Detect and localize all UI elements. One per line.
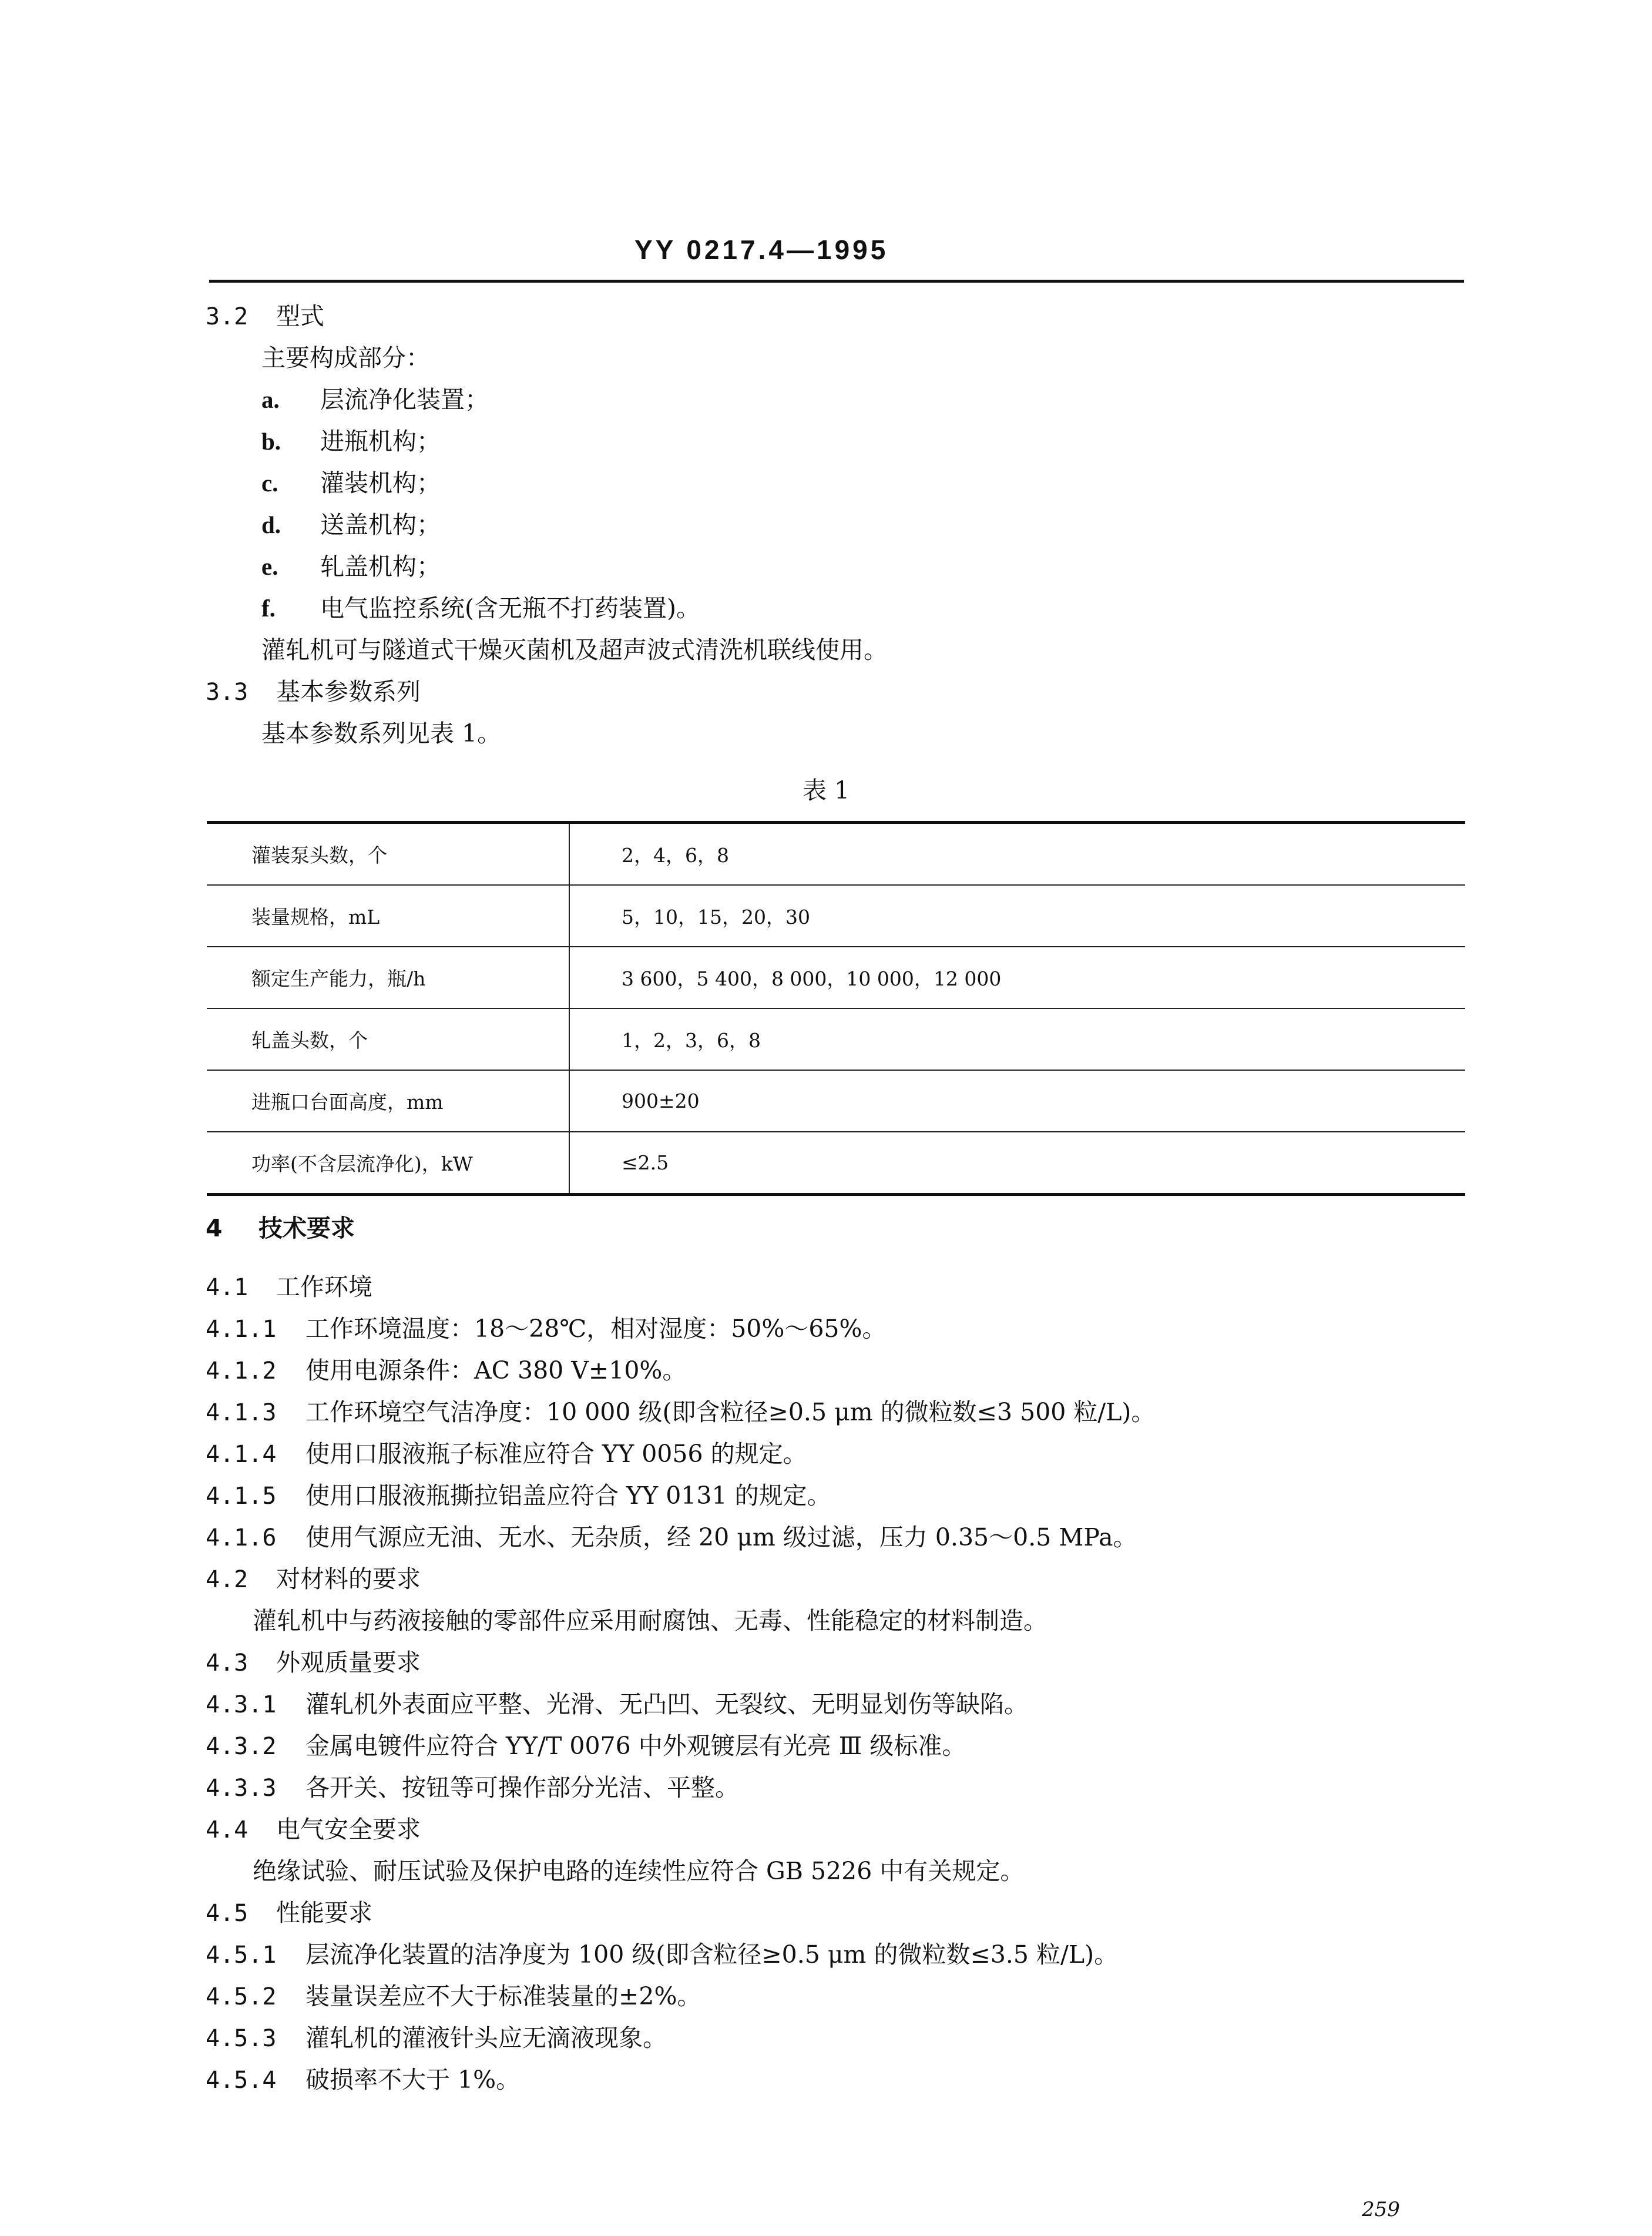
clause-number: 4.1.1: [206, 1316, 277, 1343]
table-cell-label: 功率(不含层流净化)，kW: [207, 1132, 570, 1193]
clause-text: 使用电源条件：AC 380 V±10%。: [305, 1356, 687, 1384]
clause: [206, 1689, 1028, 1720]
paragraph: 基本参数系列见表 1。: [261, 719, 502, 747]
clause: [206, 1564, 421, 1595]
clause: [206, 1731, 966, 1762]
clause: [206, 1898, 372, 1929]
chapter-heading: [206, 1213, 355, 1243]
table-cell-value: 2，4，6，8: [622, 844, 729, 867]
paragraph: 绝缘试验、耐压试验及保护电路的连续性应符合 GB 5226 中有关规定。: [253, 1857, 1025, 1885]
clause-text: 使用口服液瓶撕拉铝盖应符合 YY 0131 的规定。: [305, 1481, 831, 1510]
clause: [206, 1272, 372, 1303]
page-number: 259: [1362, 2198, 1400, 2221]
list-item-text: 送盖机构；: [320, 511, 441, 539]
list-item: [261, 426, 441, 457]
table-caption: 表 1: [803, 776, 850, 804]
table-cell-label: 轧盖头数，个: [207, 1009, 570, 1070]
clause-number: 4.4: [206, 1816, 249, 1843]
chapter-number: 4: [206, 1214, 223, 1242]
clause: [206, 1439, 807, 1470]
paragraph: 主要构成部分：: [261, 344, 430, 372]
table-cell-value: 5，10，15，20，30: [622, 906, 810, 928]
list-item-text: 灌装机构；: [320, 469, 441, 497]
table-cell-label: 装量规格，mL: [207, 886, 570, 946]
clause-number: 4.1.4: [206, 1441, 277, 1468]
clause-number: 4.1: [206, 1274, 249, 1301]
table-cell-value: 3 600，5 400，8 000，10 000，12 000: [622, 967, 1002, 990]
list-item-letter: d.: [261, 511, 281, 538]
clause: [206, 2064, 520, 2096]
clause: [206, 1397, 1155, 1428]
table-row: [207, 947, 1465, 1009]
clause-text: 灌轧机的灌液针头应无滴液现象。: [305, 2024, 667, 2052]
clause-3-3: [206, 676, 421, 708]
list-item-text: 进瓶机构；: [320, 427, 441, 455]
clause-text: 对材料的要求: [276, 1565, 421, 1593]
list-item: [261, 593, 700, 623]
clause-text: 性能要求: [276, 1899, 372, 1927]
clause-text: 工作环境空气洁净度：10 000 级(即含粒径≥0.5 μm 的微粒数≤3 500 粒/L)。: [305, 1398, 1156, 1426]
clause-text: 破损率不大于 1%。: [305, 2066, 521, 2094]
clause: [206, 1939, 1118, 1970]
standard-code-header: YY 0217.4—1995: [634, 234, 889, 265]
clause-text: 外观质量要求: [276, 1648, 421, 1677]
clause-number: 4.5.2: [206, 1983, 277, 2010]
clause-number: 4.2: [206, 1566, 249, 1593]
list-item-text: 层流净化装置；: [320, 385, 489, 414]
clause-number: 4.1.5: [206, 1483, 277, 1510]
clause-text: 工作环境: [276, 1273, 372, 1301]
table-row: [207, 824, 1465, 886]
table-row: [207, 1009, 1465, 1071]
clause-number: 4.1.6: [206, 1524, 277, 1551]
list-item-letter: f.: [261, 595, 276, 622]
clause-number: 4.5: [206, 1900, 249, 1927]
clause-number: 4.1.2: [206, 1357, 277, 1384]
clause: [206, 1355, 686, 1386]
list-item-letter: c.: [261, 470, 278, 497]
clause: [206, 1814, 421, 1845]
clause-number: 3.2: [206, 303, 249, 330]
clause: [206, 1313, 886, 1345]
chapter-title: 技术要求: [258, 1214, 355, 1242]
list-item: [261, 468, 441, 498]
clause-text: 各开关、按钮等可操作部分光洁、平整。: [305, 1774, 739, 1802]
clause-text: 电气安全要求: [276, 1815, 421, 1843]
clause: [206, 1522, 1137, 1553]
table-cell-label: 进瓶口台面高度，mm: [207, 1071, 570, 1131]
list-item-text: 电气监控系统(含无瓶不打药装置)。: [320, 594, 700, 622]
clause: [206, 1772, 739, 1803]
clause-text: 层流净化装置的洁净度为 100 级(即含粒径≥0.5 μm 的微粒数≤3.5 粒/L)。: [305, 1940, 1119, 1969]
clause: [206, 1981, 701, 2012]
list-item-letter: e.: [261, 553, 278, 580]
table-row: [207, 886, 1465, 947]
clause-text: 金属电镀件应符合 YY/T 0076 中外观镀层有光亮 Ⅲ 级标准。: [305, 1732, 966, 1760]
table-cell-label: 额定生产能力，瓶/h: [207, 947, 570, 1008]
table-row: [207, 1071, 1465, 1132]
table-cell-value: 1，2，3，6，8: [622, 1029, 761, 1052]
table-cell-value: 900±20: [622, 1089, 700, 1112]
clause-3-2: [206, 301, 324, 332]
clause-text: 使用气源应无油、无水、无杂质，经 20 μm 级过滤，压力 0.35～0.5 MPa。: [305, 1523, 1137, 1551]
parameter-table: [207, 821, 1465, 1196]
clause-text: 型式: [276, 302, 324, 330]
clause: [206, 1647, 421, 1678]
clause-number: 4.3: [206, 1650, 249, 1677]
paragraph: 灌轧机可与隧道式干燥灭菌机及超声波式清洗机联线使用。: [261, 636, 888, 664]
clause-text: 使用口服液瓶子标准应符合 YY 0056 的规定。: [305, 1440, 807, 1468]
clause-text: 装量误差应不大于标准装量的±2%。: [305, 1982, 701, 2010]
clause-text: 灌轧机外表面应平整、光滑、无凸凹、无裂纹、无明显划伤等缺陷。: [305, 1690, 1028, 1718]
clause-number: 4.5.1: [206, 1942, 277, 1969]
clause-number: 4.3.1: [206, 1691, 277, 1718]
clause: [206, 2023, 667, 2054]
clause-text: 基本参数系列: [276, 678, 421, 706]
header-rule: [209, 280, 1464, 283]
clause-number: 4.5.4: [206, 2067, 277, 2094]
clause-number: 4.3.3: [206, 1775, 277, 1802]
table-cell-value: ≤2.5: [622, 1151, 669, 1174]
clause-number: 4.5.3: [206, 2025, 277, 2052]
list-item-text: 轧盖机构；: [320, 552, 441, 581]
clause-number: 3.3: [206, 679, 249, 706]
list-item: [261, 509, 441, 540]
table-cell-label: 灌装泵头数，个: [207, 824, 570, 884]
list-item: [261, 384, 489, 415]
list-item-letter: b.: [261, 428, 281, 455]
clause-text: 工作环境温度：18～28℃，相对湿度：50%～65%。: [305, 1315, 887, 1343]
table-row: [207, 1132, 1465, 1193]
clause: [206, 1480, 831, 1511]
paragraph: 灌轧机中与药液接触的零部件应采用耐腐蚀、无毒、性能稳定的材料制造。: [253, 1607, 1047, 1635]
list-item-letter: a.: [261, 386, 280, 413]
clause-number: 4.3.2: [206, 1733, 277, 1760]
clause-number: 4.1.3: [206, 1399, 277, 1426]
list-item: [261, 551, 441, 582]
